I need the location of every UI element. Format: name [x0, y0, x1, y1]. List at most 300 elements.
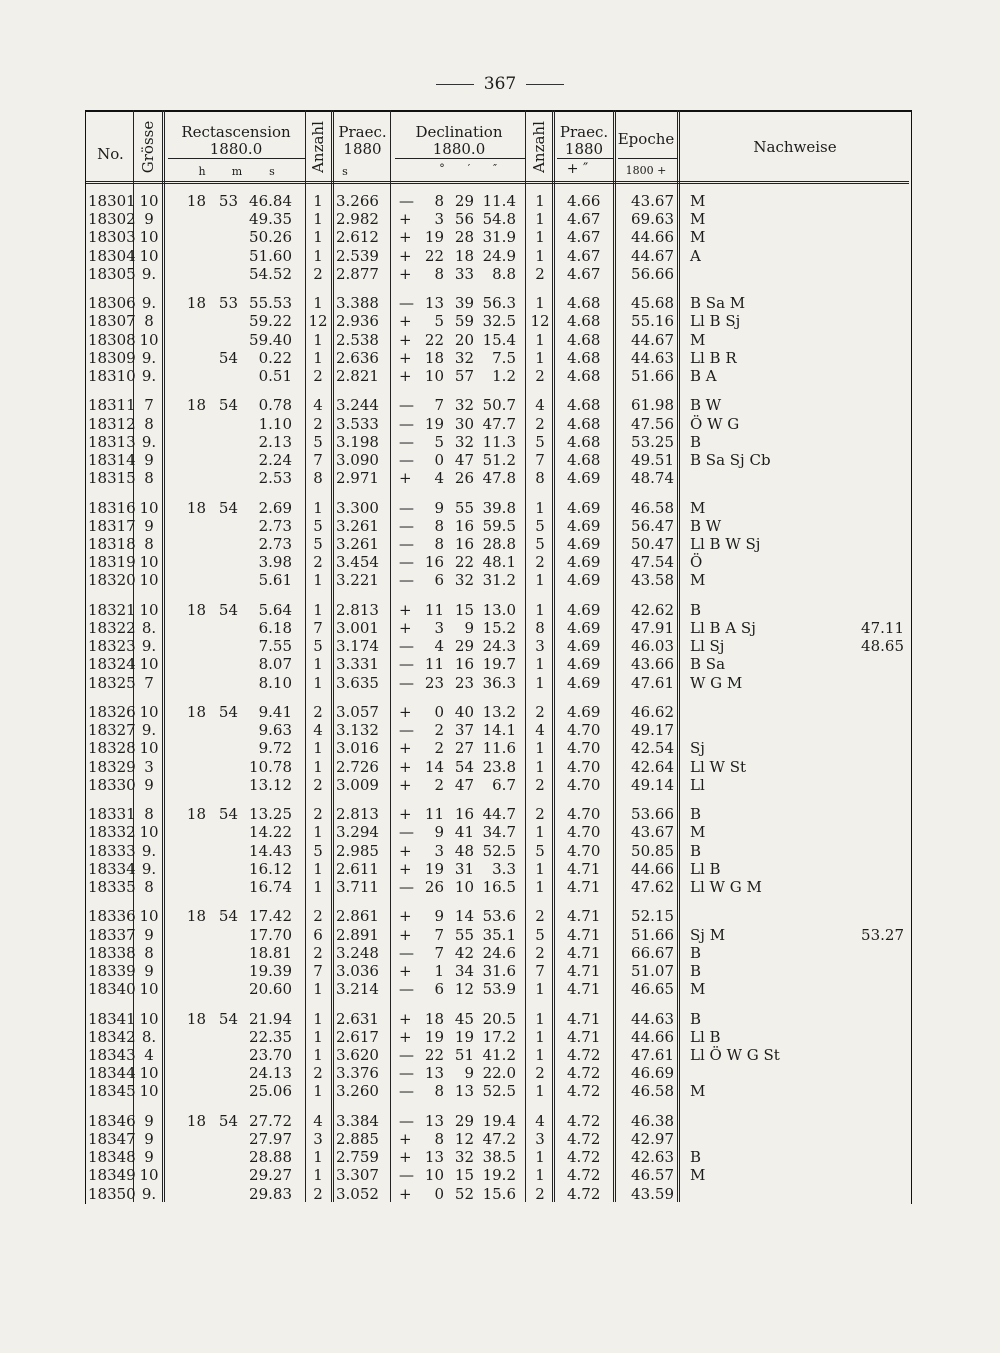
cell-no: 18333	[88, 841, 136, 860]
cell-epoche: 44.66	[631, 1027, 674, 1046]
cell-ra-s: 51.60	[249, 246, 292, 265]
cell-dec-sign: +	[399, 859, 412, 878]
cell-anzahl-2: 2	[535, 414, 545, 433]
cell-epoche: 56.66	[631, 264, 674, 283]
cell-dec-min: 18	[454, 246, 474, 265]
cell-dec-sign: +	[399, 1148, 412, 1167]
cell-dec-min: 16	[454, 535, 474, 553]
cell-anzahl-2: 1	[535, 823, 545, 842]
cell-ra-h: 18	[186, 703, 206, 721]
cell-dec-sec: 11.6	[482, 739, 516, 758]
cell-groesse: 9.	[141, 859, 157, 878]
cell-praec-2: 4.68	[567, 367, 601, 385]
cell-dec-sign: +	[399, 841, 412, 860]
cell-dec-sec: 54.8	[482, 210, 516, 229]
cell-dec-sec: 53.9	[482, 980, 516, 999]
cell-dec-deg: 6	[434, 980, 444, 999]
cell-praec-2: 4.71	[567, 859, 601, 878]
cell-ra-s: 2.69	[258, 498, 292, 517]
cell-epoche: 47.54	[631, 553, 674, 572]
cell-ra-s: 9.72	[258, 739, 292, 758]
cell-nachweise: Sj	[690, 739, 705, 758]
cell-dec-deg: 8	[434, 516, 444, 535]
cell-epoche: 61.98	[631, 396, 674, 415]
cell-anzahl-1: 7	[313, 962, 323, 980]
cell-dec-deg: 22	[424, 1046, 444, 1064]
cell-ra-m: 54	[218, 1009, 238, 1028]
cell-dec-deg: 18	[424, 348, 444, 367]
cell-anzahl-1: 1	[313, 1009, 323, 1028]
cell-praec-1: 3.009	[336, 775, 379, 794]
cell-groesse: 10	[139, 330, 159, 349]
cell-nachweise: M	[690, 823, 706, 842]
cell-nachweise: M	[690, 1166, 706, 1185]
cell-groesse: 9.	[141, 637, 157, 656]
cell-anzahl-2: 1	[535, 192, 545, 210]
cell-dec-sign: —	[399, 414, 414, 433]
cell-praec-2: 4.69	[567, 535, 601, 553]
cell-dec-min: 28	[454, 228, 474, 247]
cell-praec-1: 3.620	[336, 1046, 379, 1064]
cell-no: 18340	[88, 980, 136, 999]
cell-praec-1: 2.821	[336, 367, 379, 385]
cell-praec-1: 3.260	[336, 1082, 379, 1101]
cell-dec-deg: 0	[434, 703, 444, 721]
header-groesse: Grösse	[139, 120, 157, 174]
cell-praec-1: 2.726	[336, 757, 379, 776]
cell-anzahl-1: 5	[313, 841, 323, 860]
cell-praec-1: 2.982	[336, 210, 379, 229]
cell-no: 18305	[88, 264, 136, 283]
cell-groesse: 8	[144, 535, 154, 553]
cell-anzahl-2: 1	[535, 1009, 545, 1028]
cell-anzahl-1: 1	[313, 859, 323, 878]
cell-praec-1: 2.936	[336, 312, 379, 331]
cell-dec-min: 39	[454, 294, 474, 313]
cell-dec-sign: —	[399, 721, 414, 740]
cell-no: 18325	[88, 673, 136, 692]
cell-anzahl-2: 1	[535, 348, 545, 367]
cell-nachweise: B Sa	[690, 655, 726, 674]
cell-nachweise: B	[690, 962, 702, 980]
cell-praec-2: 4.72	[567, 1046, 601, 1064]
cell-anzahl-2: 12	[530, 312, 550, 331]
cell-anzahl-2: 5	[535, 841, 545, 860]
cell-dec-sign: +	[399, 925, 412, 944]
cell-praec-2: 4.69	[567, 553, 601, 572]
cell-praec-1: 3.221	[336, 571, 379, 590]
header-ra-h: h	[198, 165, 206, 178]
cell-dec-min: 41	[454, 823, 474, 842]
cell-dec-sign: —	[399, 980, 414, 999]
cell-dec-sec: 39.8	[482, 498, 516, 517]
cell-dec-deg: 6	[434, 571, 444, 590]
cell-dec-sec: 44.7	[482, 805, 516, 824]
cell-praec-2: 4.68	[567, 432, 601, 451]
cell-epoche: 55.16	[631, 312, 674, 331]
cell-dec-deg: 8	[434, 535, 444, 553]
cell-anzahl-2: 2	[535, 703, 545, 721]
cell-ra-s: 14.22	[249, 823, 292, 842]
cell-praec-1: 3.454	[336, 553, 379, 572]
cell-praec-1: 2.813	[336, 805, 379, 824]
cell-dec-sec: 20.5	[482, 1009, 516, 1028]
cell-dec-sec: 35.1	[482, 925, 516, 944]
cell-groesse: 9.	[141, 294, 157, 313]
cell-anzahl-1: 1	[313, 878, 323, 896]
cell-dec-deg: 22	[424, 246, 444, 265]
cell-dec-sec: 50.7	[482, 396, 516, 415]
column-rule	[613, 110, 616, 1202]
cell-groesse: 9	[144, 1130, 154, 1148]
cell-anzahl-1: 1	[313, 210, 323, 229]
cell-dec-sec: 41.2	[482, 1046, 516, 1064]
header-subrule	[618, 158, 677, 159]
cell-nachweise: M	[690, 571, 706, 590]
cell-anzahl-2: 5	[535, 432, 545, 451]
cell-anzahl-2: 7	[535, 962, 545, 980]
cell-anzahl-2: 1	[535, 1027, 545, 1046]
cell-anzahl-1: 1	[313, 571, 323, 590]
cell-epoche: 56.47	[631, 516, 674, 535]
cell-dec-sign: +	[399, 962, 412, 980]
header-bottom-rule	[86, 181, 909, 184]
cell-dec-min: 30	[454, 414, 474, 433]
cell-anzahl-1: 2	[313, 264, 323, 283]
cell-nachweise: Ll B	[690, 1027, 721, 1046]
cell-anzahl-2: 2	[535, 553, 545, 572]
cell-dec-sign: +	[399, 330, 412, 349]
cell-epoche: 44.66	[631, 859, 674, 878]
cell-dec-sec: 1.2	[492, 367, 516, 385]
cell-groesse: 9	[144, 1148, 154, 1167]
cell-praec-1: 2.611	[336, 859, 379, 878]
cell-ra-s: 25.06	[249, 1082, 292, 1101]
cell-groesse: 10	[139, 600, 159, 619]
cell-dec-sign: —	[399, 535, 414, 553]
cell-dec-sign: +	[399, 348, 412, 367]
cell-groesse: 8	[144, 805, 154, 824]
cell-groesse: 8	[144, 943, 154, 962]
cell-epoche: 47.61	[631, 1046, 674, 1064]
cell-dec-sec: 51.2	[482, 451, 516, 469]
cell-dec-sec: 52.5	[482, 1082, 516, 1101]
cell-no: 18345	[88, 1082, 136, 1101]
column-rule	[525, 110, 526, 1202]
cell-nachweise: M	[690, 980, 706, 999]
cell-nachweise: Ll W G M	[690, 878, 762, 896]
cell-nachweise: B	[690, 1009, 702, 1028]
cell-dec-deg: 8	[434, 264, 444, 283]
cell-extra-epoch: 47.11	[861, 619, 904, 637]
cell-dec-min: 57	[454, 367, 474, 385]
cell-no: 18309	[88, 348, 136, 367]
cell-anzahl-1: 4	[313, 1111, 323, 1130]
cell-dec-sign: —	[399, 396, 414, 415]
cell-dec-deg: 13	[424, 294, 444, 313]
cell-anzahl-2: 1	[535, 498, 545, 517]
cell-dec-sign: —	[399, 943, 414, 962]
cell-epoche: 51.66	[631, 367, 674, 385]
cell-nachweise: B	[690, 943, 702, 962]
cell-nachweise: Ll Sj	[690, 637, 725, 656]
cell-anzahl-2: 1	[535, 655, 545, 674]
cell-epoche: 42.64	[631, 757, 674, 776]
cell-epoche: 44.67	[631, 330, 674, 349]
cell-ra-m: 53	[218, 294, 238, 313]
cell-dec-sign: —	[399, 432, 414, 451]
cell-praec-2: 4.70	[567, 775, 601, 794]
cell-epoche: 51.07	[631, 962, 674, 980]
cell-praec-2: 4.71	[567, 962, 601, 980]
cell-dec-min: 32	[454, 571, 474, 590]
cell-epoche: 49.17	[631, 721, 674, 740]
cell-no: 18346	[88, 1111, 136, 1130]
cell-praec-2: 4.69	[567, 655, 601, 674]
cell-dec-sign: —	[399, 451, 414, 469]
cell-anzahl-2: 8	[535, 619, 545, 637]
cell-ra-s: 27.72	[249, 1111, 292, 1130]
cell-groesse: 10	[139, 1082, 159, 1101]
cell-dec-deg: 7	[434, 943, 444, 962]
cell-praec-2: 4.68	[567, 451, 601, 469]
cell-dec-min: 23	[454, 673, 474, 692]
cell-anzahl-1: 1	[313, 739, 323, 758]
cell-ra-s: 28.88	[249, 1148, 292, 1167]
cell-anzahl-1: 1	[313, 1082, 323, 1101]
cell-ra-s: 17.70	[249, 925, 292, 944]
cell-praec-2: 4.70	[567, 841, 601, 860]
cell-anzahl-1: 1	[313, 246, 323, 265]
cell-dec-min: 16	[454, 655, 474, 674]
cell-no: 18327	[88, 721, 136, 740]
cell-epoche: 47.62	[631, 878, 674, 896]
cell-dec-sign: —	[399, 553, 414, 572]
cell-dec-deg: 10	[424, 1166, 444, 1185]
column-rule	[552, 110, 555, 1202]
cell-ra-m: 54	[218, 600, 238, 619]
cell-anzahl-2: 4	[535, 721, 545, 740]
cell-dec-deg: 14	[424, 757, 444, 776]
cell-praec-1: 2.631	[336, 1009, 379, 1028]
cell-praec-2: 4.71	[567, 980, 601, 999]
cell-epoche: 43.59	[631, 1184, 674, 1203]
cell-praec-2: 4.68	[567, 330, 601, 349]
cell-no: 18337	[88, 925, 136, 944]
cell-no: 18320	[88, 571, 136, 590]
cell-no: 18344	[88, 1064, 136, 1083]
cell-epoche: 43.66	[631, 655, 674, 674]
cell-dec-sign: +	[399, 246, 412, 265]
cell-dec-deg: 10	[424, 367, 444, 385]
cell-groesse: 10	[139, 571, 159, 590]
cell-dec-sign: —	[399, 1082, 414, 1101]
cell-no: 18336	[88, 907, 136, 926]
cell-ra-s: 8.07	[258, 655, 292, 674]
cell-dec-sec: 31.9	[482, 228, 516, 247]
cell-epoche: 49.51	[631, 451, 674, 469]
cell-ra-s: 0.51	[258, 367, 292, 385]
cell-groesse: 9	[144, 925, 154, 944]
cell-dec-sign: +	[399, 367, 412, 385]
cell-groesse: 9	[144, 962, 154, 980]
cell-nachweise: Ö W G	[690, 414, 740, 433]
cell-no: 18321	[88, 600, 136, 619]
cell-groesse: 10	[139, 823, 159, 842]
cell-dec-sec: 38.5	[482, 1148, 516, 1167]
cell-anzahl-1: 1	[313, 600, 323, 619]
cell-groesse: 10	[139, 980, 159, 999]
cell-no: 18339	[88, 962, 136, 980]
cell-dec-min: 29	[454, 192, 474, 210]
header-rectascension: Rectascension	[181, 123, 291, 141]
cell-groesse: 10	[139, 228, 159, 247]
cell-no: 18318	[88, 535, 136, 553]
cell-ra-s: 3.98	[258, 553, 292, 572]
cell-dec-sec: 52.5	[482, 841, 516, 860]
cell-praec-1: 2.861	[336, 907, 379, 926]
cell-praec-1: 3.036	[336, 962, 379, 980]
cell-ra-s: 21.94	[249, 1009, 292, 1028]
cell-epoche: 44.66	[631, 228, 674, 247]
cell-no: 18332	[88, 823, 136, 842]
header-rectascension-epoch: 1880.0	[209, 140, 263, 158]
cell-praec-1: 3.711	[336, 878, 379, 896]
cell-no: 18328	[88, 739, 136, 758]
cell-dec-sign: +	[399, 1130, 412, 1148]
cell-dec-min: 9	[464, 1064, 474, 1083]
cell-praec-1: 3.248	[336, 943, 379, 962]
cell-praec-1: 2.885	[336, 1130, 379, 1148]
cell-extra-epoch: 48.65	[861, 637, 904, 656]
cell-dec-sec: 14.1	[482, 721, 516, 740]
cell-nachweise: B	[690, 1148, 702, 1167]
cell-anzahl-2: 1	[535, 246, 545, 265]
cell-nachweise: B Sa Sj Cb	[690, 451, 771, 469]
cell-dec-min: 47	[454, 775, 474, 794]
cell-dec-sec: 7.5	[492, 348, 516, 367]
cell-dec-deg: 19	[424, 414, 444, 433]
cell-anzahl-2: 1	[535, 294, 545, 313]
cell-dec-sign: +	[399, 805, 412, 824]
cell-praec-2: 4.69	[567, 619, 601, 637]
cell-groesse: 8	[144, 878, 154, 896]
cell-dec-deg: 19	[424, 859, 444, 878]
cell-praec-1: 3.533	[336, 414, 379, 433]
cell-anzahl-2: 8	[535, 469, 545, 488]
cell-praec-1: 3.384	[336, 1111, 379, 1130]
cell-praec-2: 4.67	[567, 246, 601, 265]
cell-ra-s: 23.70	[249, 1046, 292, 1064]
cell-no: 18312	[88, 414, 136, 433]
cell-no: 18350	[88, 1184, 136, 1203]
cell-groesse: 4	[144, 1046, 154, 1064]
cell-praec-2: 4.72	[567, 1064, 601, 1083]
cell-anzahl-1: 1	[313, 228, 323, 247]
cell-dec-min: 32	[454, 432, 474, 451]
cell-nachweise: B W	[690, 516, 722, 535]
cell-dec-min: 29	[454, 637, 474, 656]
cell-nachweise: Ö	[690, 553, 703, 572]
header-anzahl-2: Anzahl	[530, 121, 548, 173]
cell-ra-s: 59.40	[249, 330, 292, 349]
header-subrule	[168, 158, 305, 159]
cell-ra-s: 24.13	[249, 1064, 292, 1083]
cell-dec-min: 56	[454, 210, 474, 229]
cell-dec-sec: 8.8	[492, 264, 516, 283]
cell-dec-sec: 48.1	[482, 553, 516, 572]
cell-praec-2: 4.68	[567, 294, 601, 313]
cell-praec-1: 3.266	[336, 192, 379, 210]
cell-dec-sign: —	[399, 1064, 414, 1083]
cell-anzahl-1: 1	[313, 192, 323, 210]
cell-dec-min: 31	[454, 859, 474, 878]
cell-ra-h: 18	[186, 805, 206, 824]
cell-anzahl-1: 1	[313, 1148, 323, 1167]
cell-ra-s: 17.42	[249, 907, 292, 926]
cell-anzahl-2: 2	[535, 367, 545, 385]
cell-dec-deg: 3	[434, 619, 444, 637]
cell-praec-1: 2.971	[336, 469, 379, 488]
cell-anzahl-2: 1	[535, 980, 545, 999]
column-rule	[390, 110, 391, 1202]
cell-ra-s: 2.53	[258, 469, 292, 488]
cell-groesse: 10	[139, 1009, 159, 1028]
cell-praec-2: 4.70	[567, 805, 601, 824]
cell-anzahl-2: 1	[535, 1166, 545, 1185]
cell-no: 18348	[88, 1148, 136, 1167]
cell-praec-1: 3.261	[336, 516, 379, 535]
cell-dec-deg: 22	[424, 330, 444, 349]
cell-nachweise: M	[690, 1082, 706, 1101]
cell-groesse: 9.	[141, 432, 157, 451]
cell-praec-1: 2.985	[336, 841, 379, 860]
cell-dec-sec: 17.2	[482, 1027, 516, 1046]
cell-praec-1: 3.261	[336, 535, 379, 553]
cell-groesse: 8.	[141, 619, 157, 637]
cell-groesse: 9.	[141, 841, 157, 860]
cell-ra-h: 18	[186, 1009, 206, 1028]
cell-ra-s: 27.97	[249, 1130, 292, 1148]
header-subrule	[395, 158, 525, 159]
cell-ra-s: 2.73	[258, 535, 292, 553]
cell-dec-deg: 11	[424, 600, 444, 619]
cell-praec-1: 2.617	[336, 1027, 379, 1046]
cell-praec-2: 4.72	[567, 1184, 601, 1203]
cell-dec-sec: 15.4	[482, 330, 516, 349]
cell-nachweise: B Sa M	[690, 294, 746, 313]
cell-dec-min: 33	[454, 264, 474, 283]
cell-no: 18322	[88, 619, 136, 637]
cell-no: 18301	[88, 192, 136, 210]
cell-groesse: 10	[139, 498, 159, 517]
cell-nachweise: Ll	[690, 775, 705, 794]
cell-epoche: 42.63	[631, 1148, 674, 1167]
cell-groesse: 9	[144, 451, 154, 469]
cell-epoche: 44.67	[631, 246, 674, 265]
cell-praec-2: 4.68	[567, 348, 601, 367]
page-number-dash-left	[436, 84, 474, 85]
cell-dec-min: 47	[454, 451, 474, 469]
cell-epoche: 47.61	[631, 673, 674, 692]
cell-groesse: 10	[139, 1064, 159, 1083]
cell-nachweise: B	[690, 841, 702, 860]
cell-no: 18310	[88, 367, 136, 385]
cell-ra-s: 19.39	[249, 962, 292, 980]
cell-dec-sign: +	[399, 264, 412, 283]
cell-ra-s: 5.61	[258, 571, 292, 590]
cell-ra-s: 2.73	[258, 516, 292, 535]
